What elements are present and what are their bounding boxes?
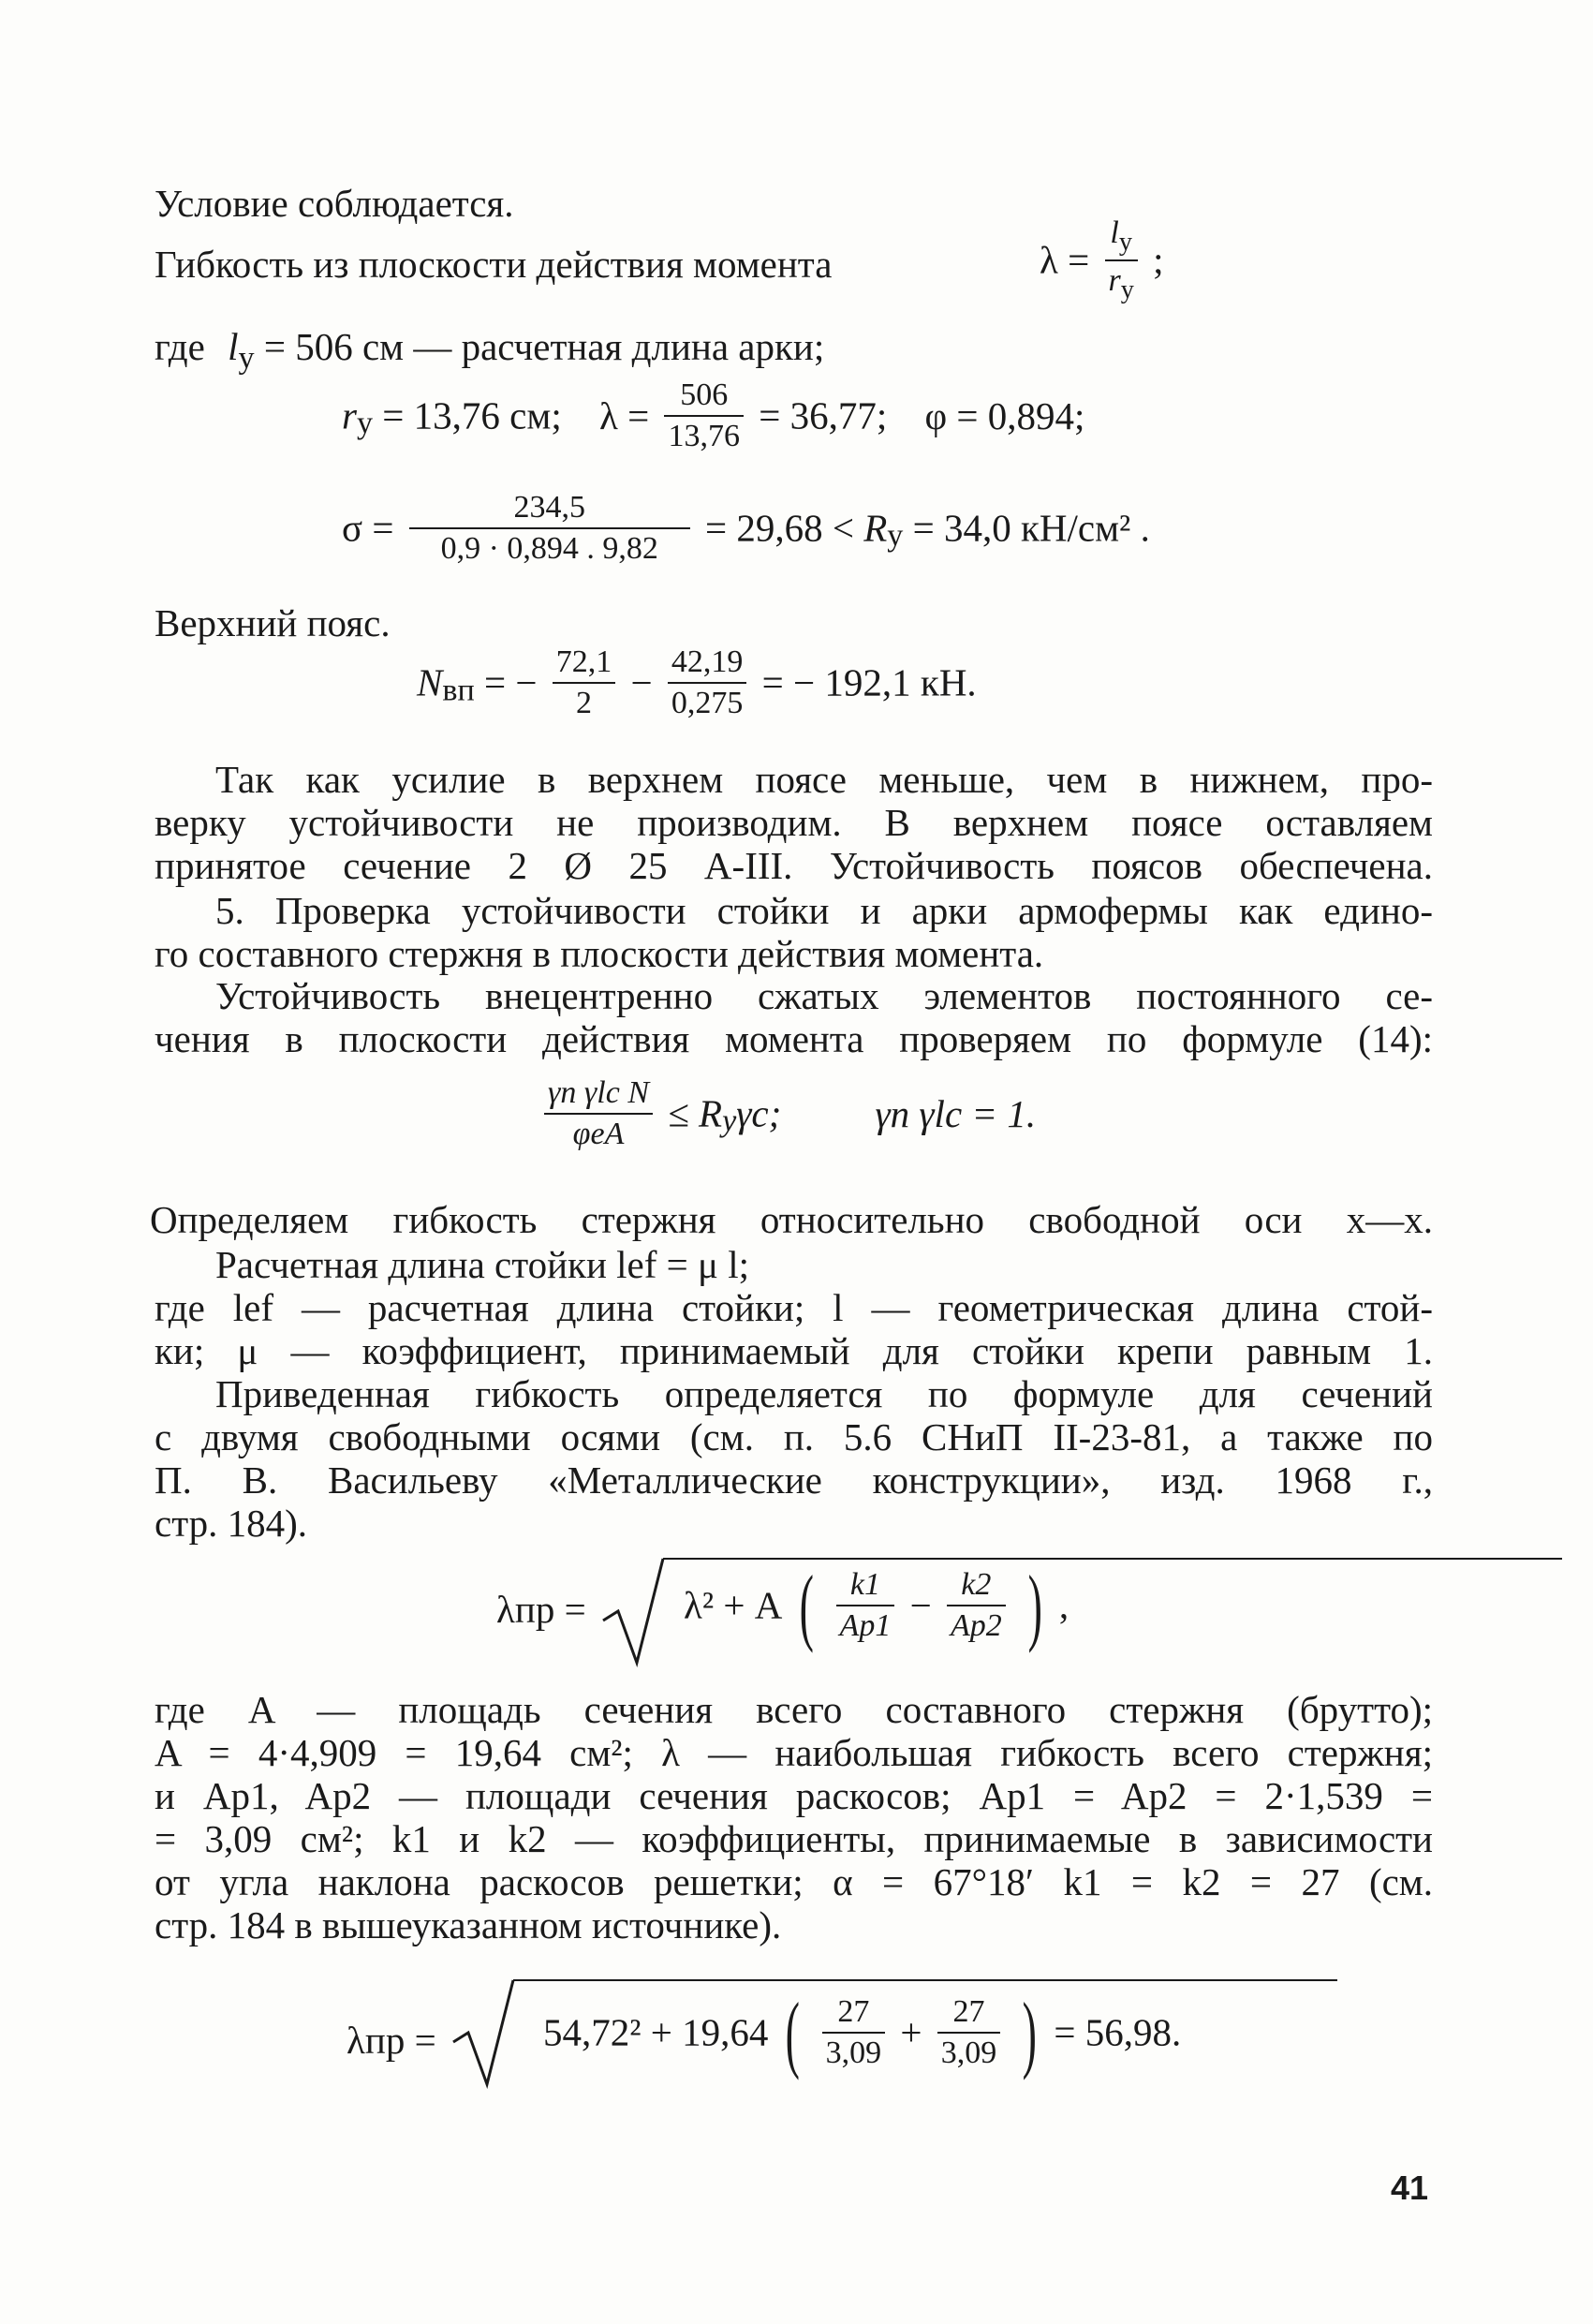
paragraph-line: A = 4·4,909 = 19,64 см²; λ — наибольшая гибкость всего стержня; xyxy=(155,1731,1433,1774)
subscript: y xyxy=(1118,227,1133,257)
paren-open: ( xyxy=(799,1558,814,1653)
denominator: 13,76 xyxy=(668,419,740,453)
text: 54,72² + 19,64 xyxy=(543,2010,769,2054)
denominator: 2 xyxy=(576,686,593,720)
fraction xyxy=(664,379,744,452)
text: φ = 0,894; xyxy=(924,393,1085,437)
text: = − xyxy=(484,660,538,704)
text: − xyxy=(909,1583,932,1627)
fraction xyxy=(409,492,690,565)
paragraph xyxy=(155,758,1433,890)
formula-lhs: λ = xyxy=(1040,238,1090,282)
denominator: φeA xyxy=(572,1117,625,1151)
denominator: 0,275 xyxy=(671,686,744,720)
numerator: 42,19 xyxy=(668,646,747,684)
fraction xyxy=(668,646,747,719)
fraction xyxy=(553,646,616,719)
text: = − 192,1 кН. xyxy=(761,660,977,704)
paragraph-line: чения в плоскости действия момента проверяем по формуле (14): xyxy=(155,1017,1433,1060)
paragraph-line: где A — площадь сечения всего составного стержня (брутто); xyxy=(155,1688,1433,1731)
paragraph-line: 5. Проверка устойчивости стойки и арки армофермы как едино- xyxy=(215,889,1433,932)
paragraph-line: с двумя свободными осями (см. п. 5.6 СНиП II-23-81, а также по xyxy=(155,1415,1433,1458)
paragraph-line: Приведенная гибкость определяется по формуле для сечений xyxy=(215,1372,1433,1415)
fraction xyxy=(947,1569,1006,1642)
text: γn γlc = 1. xyxy=(875,1091,1037,1135)
subscript: y xyxy=(887,518,904,554)
text: = 56,98. xyxy=(1054,2010,1182,2054)
subscript: y xyxy=(356,406,374,441)
fraction xyxy=(1105,217,1138,303)
text: , xyxy=(1058,1583,1069,1627)
fraction xyxy=(544,1077,653,1150)
fraction xyxy=(822,1996,886,2069)
denominator: 3,09 xyxy=(940,2035,997,2070)
denominator: Ap2 xyxy=(950,1608,1002,1643)
paragraph-line: П. В. Васильеву «Металлические конструкции», изд. 1968 г., xyxy=(155,1458,1433,1502)
text-line: Расчетная длина стойки lef = μ l; xyxy=(215,1243,750,1286)
text: λ = xyxy=(598,393,650,437)
numerator: 506 xyxy=(664,379,744,417)
paragraph-line: и Ap1, Ap2 — площади сечения раскосов; Ap1 = Ap2 = 2·1,539 = xyxy=(155,1774,1433,1817)
formula-upper-chord xyxy=(417,646,977,719)
sqrt-content xyxy=(543,1985,1182,2080)
numerator: 27 xyxy=(822,1996,886,2034)
sqrt-sign xyxy=(599,1555,665,1667)
subscript: вп xyxy=(442,673,475,708)
denominator: r xyxy=(1108,263,1121,299)
text: = 13,76 см; xyxy=(382,393,562,437)
numerator: k2 xyxy=(947,1569,1006,1606)
sqrt-content xyxy=(684,1558,1069,1653)
paragraph-line: Устойчивость внецентренно сжатых элементов постоянного се- xyxy=(215,974,1433,1017)
fraction xyxy=(937,1996,1001,2069)
denominator: 3,09 xyxy=(825,2035,882,2070)
formula-r-lambda xyxy=(342,379,1084,452)
text: λ² + A xyxy=(684,1583,783,1627)
formula-sigma xyxy=(342,492,1150,565)
subscript: y xyxy=(722,1103,737,1139)
subscript: y xyxy=(238,341,255,377)
symbol: r xyxy=(342,393,357,437)
page-number: 41 xyxy=(1391,2169,1429,2207)
text-line: Условие соблюдается. xyxy=(155,182,514,225)
formula-flexibility-def xyxy=(1040,217,1164,303)
text: = 506 см — расчетная длина арки; xyxy=(263,325,825,368)
text: σ = xyxy=(342,506,394,550)
text: = 36,77; xyxy=(759,393,888,437)
paren-close: ) xyxy=(1027,1558,1042,1653)
subscript: y xyxy=(1120,274,1134,304)
formula-stability xyxy=(538,1077,1036,1150)
paragraph-line: принятое сечение 2 Ø 25 А-III. Устойчивость поясов обеспечена. xyxy=(155,844,1433,887)
text: ≤ R xyxy=(668,1091,723,1135)
paragraph xyxy=(155,889,1433,978)
text: λпр = xyxy=(496,1588,586,1631)
formula-tail: ; xyxy=(1153,238,1164,282)
symbol: l xyxy=(228,325,239,368)
paragraph-line: го составного стержня в плоскости действия момента. xyxy=(155,932,1044,975)
fraction xyxy=(836,1569,895,1642)
paragraph-line: стр. 184 в вышеуказанном источнике). xyxy=(155,1903,782,1947)
paragraph xyxy=(150,1198,1433,1244)
paragraph xyxy=(155,1372,1433,1547)
numerator: γn γlc N xyxy=(544,1077,653,1115)
paragraph-line: где lef — расчетная длина стойки; l — геометрическая длина стой- xyxy=(155,1286,1433,1329)
paragraph-line: = 3,09 см²; k1 и k2 — коэффициенты, принимаемые в зависимости xyxy=(155,1817,1433,1860)
denominator: 0,9 · 0,894 . 9,82 xyxy=(440,531,658,566)
paragraph-line: верку устойчивости не производим. В верхнем поясе оставляем xyxy=(155,801,1433,844)
numerator: l xyxy=(1110,215,1119,250)
sqrt-bar xyxy=(663,1558,1562,1560)
text-line xyxy=(155,325,825,377)
text: = 34,0 кН/см² . xyxy=(912,506,1150,550)
numerator: 72,1 xyxy=(553,646,616,684)
numerator: 27 xyxy=(937,1996,1001,2034)
sqrt-bar xyxy=(513,1979,1337,1981)
text-line: Верхний пояс. xyxy=(155,601,391,644)
text: γc; xyxy=(736,1091,782,1135)
paren-open: ( xyxy=(785,1985,800,2080)
paragraph xyxy=(155,974,1433,1063)
text: − xyxy=(630,660,653,704)
paragraph-line: от угла наклона раскосов решетки; α = 67°18′ k1 = k2 = 27 (см. xyxy=(155,1860,1433,1903)
text: = 29,68 < xyxy=(704,506,854,550)
text: + xyxy=(900,2010,922,2054)
paragraph-line: Так как усилие в верхнем поясе меньше, чем в нижнем, про- xyxy=(215,758,1433,801)
numerator: k1 xyxy=(836,1569,895,1606)
text-line: Гибкость из плоскости действия момента xyxy=(155,243,833,286)
paragraph-line: ки; μ — коэффициент, принимаемый для стойки крепи равным 1. xyxy=(155,1329,1433,1372)
sqrt-sign xyxy=(450,1976,515,2089)
symbol: N xyxy=(417,660,443,704)
paragraph-line: стр. 184). xyxy=(155,1502,308,1545)
paragraph xyxy=(155,1286,1433,1375)
paragraph xyxy=(155,1688,1433,1949)
symbol: R xyxy=(863,506,888,550)
paragraph-line: Определяем гибкость стержня относительно свободной оси x—x. xyxy=(150,1198,1433,1241)
word: где xyxy=(155,325,205,368)
paren-close: ) xyxy=(1023,1985,1038,2080)
numerator: 234,5 xyxy=(409,492,690,529)
denominator: Ap1 xyxy=(839,1608,892,1643)
text: λпр = xyxy=(347,2019,436,2062)
